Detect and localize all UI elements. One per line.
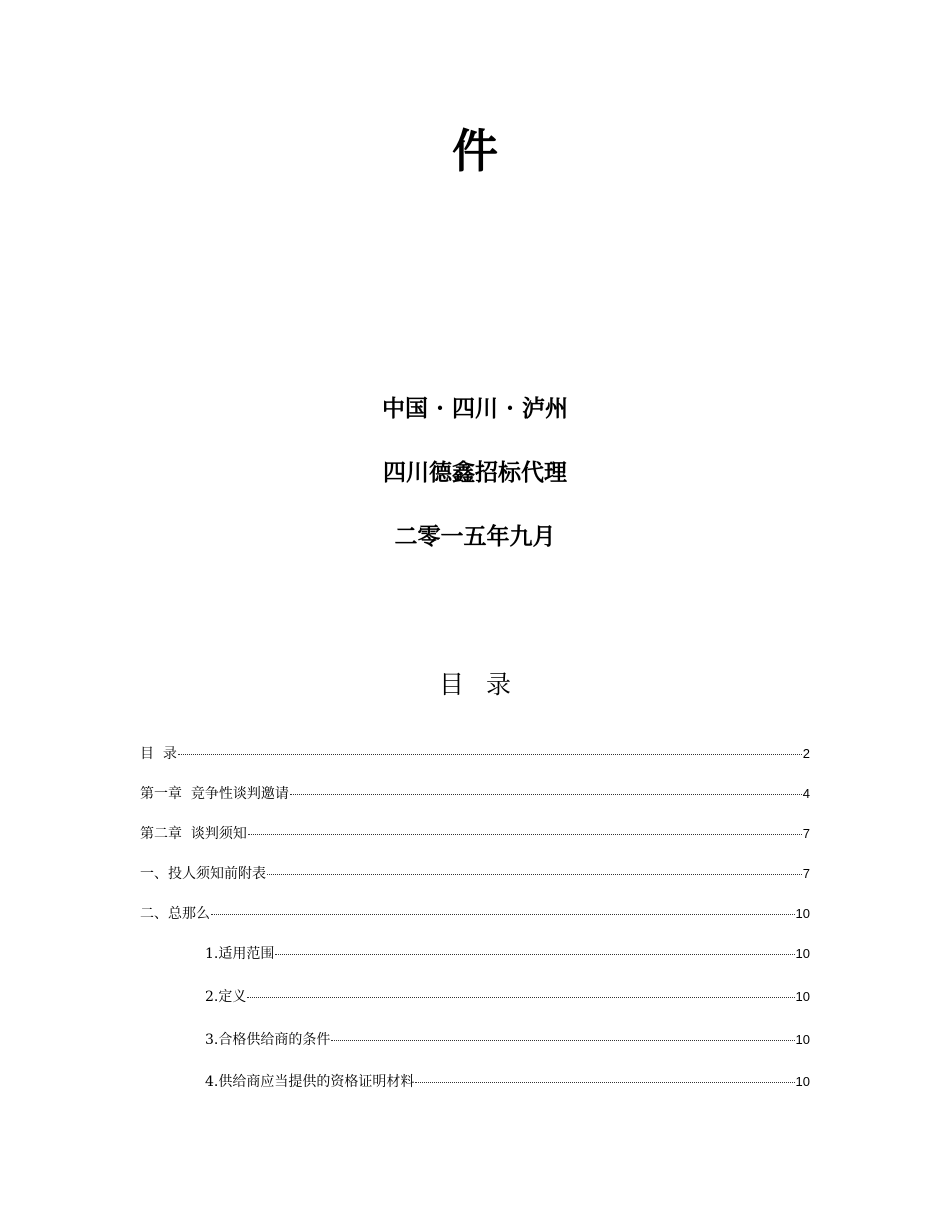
toc-entry[interactable] — [140, 903, 810, 923]
toc-entry-label: 3.合格供给商的条件 — [205, 1032, 331, 1048]
toc-entry-label: 第二章 谈判须知 — [140, 826, 247, 842]
toc-entry-label: 第一章 竞争性谈判邀请 — [140, 786, 289, 802]
cover-agency: 四川德鑫招标代理 — [383, 459, 567, 486]
toc-leader-dots — [211, 900, 795, 915]
toc-entry-page: 10 — [795, 946, 810, 961]
toc-entry-page: 10 — [795, 1074, 810, 1089]
toc-entry-page: 7 — [802, 826, 810, 841]
toc-leader-dots — [290, 780, 802, 795]
toc-entry[interactable] — [140, 743, 810, 763]
toc-entry-label: 4.供给商应当提供的资格证明材料 — [205, 1074, 415, 1090]
cover-title-char: 件 — [452, 124, 498, 178]
toc-leader-dots — [178, 740, 802, 755]
toc-entry[interactable] — [140, 783, 810, 803]
toc-entry-label: 1.适用范围 — [205, 946, 275, 962]
toc-entry[interactable] — [205, 1029, 810, 1049]
toc-heading-part-1: 目 — [438, 670, 464, 699]
toc-entry-label: 目 录 — [140, 746, 177, 762]
toc-entry-page: 4 — [802, 786, 810, 801]
toc-leader-dots — [247, 983, 794, 998]
toc-entry[interactable] — [205, 986, 810, 1006]
toc-entry[interactable] — [205, 1071, 810, 1091]
toc-entry-label: 一、投人须知前附表 — [140, 866, 266, 882]
toc-heading — [0, 672, 950, 697]
toc-entry-label: 2.定义 — [205, 989, 247, 1005]
toc-leader-dots — [275, 940, 794, 955]
toc-leader-dots — [248, 820, 802, 835]
toc-heading-part-2: 录 — [486, 670, 512, 699]
toc-leader-dots — [331, 1026, 794, 1041]
toc-entry-page: 10 — [795, 1032, 810, 1047]
toc-entry-page: 10 — [795, 989, 810, 1004]
toc-entry-page: 2 — [802, 746, 810, 761]
toc-entry-page: 10 — [795, 906, 810, 921]
toc-entry[interactable] — [205, 943, 810, 963]
toc-leader-dots — [267, 860, 802, 875]
toc-entry[interactable] — [140, 863, 810, 883]
toc-entry-label: 二、总那么 — [140, 906, 210, 922]
cover-date: 二零一五年九月 — [394, 523, 556, 550]
toc-leader-dots — [415, 1068, 794, 1083]
toc-entry[interactable] — [140, 823, 810, 843]
cover-location: 中国 · 四川 · 泸州 — [381, 395, 569, 422]
toc-entry-page: 7 — [802, 866, 810, 881]
